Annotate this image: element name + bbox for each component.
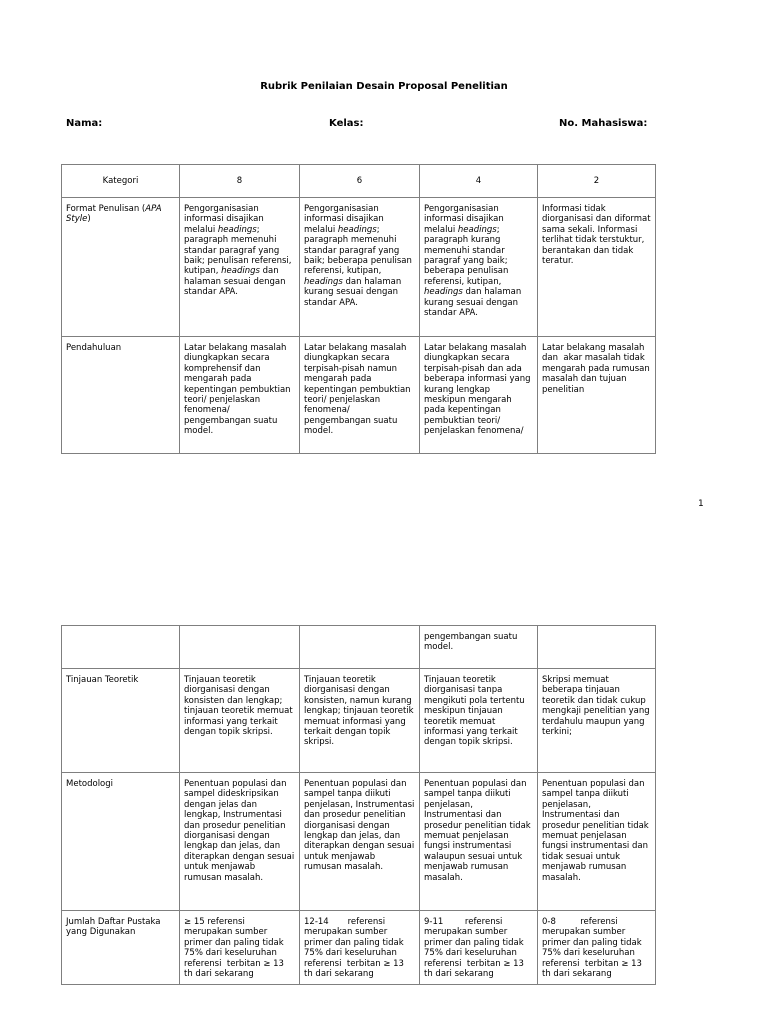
- criteria-cell-score-2: Latar belakang masalah dan akar masalah tidak mengarah pada rumusan masalah dan tujuan penelitian: [538, 337, 656, 454]
- criteria-cell-score-2: 0-8 referensi merupakan sumber primer dan paling tidak 75% dari keseluruhan referensi terbitan ≥ 13 th dari sekarang: [538, 911, 656, 985]
- category-cell: [62, 626, 180, 669]
- document-title: Rubrik Penilaian Desain Proposal Penelitian: [260, 81, 508, 92]
- criteria-cell-score-8: Tinjauan teoretik diorganisasi dengan konsisten dan lengkap; tinjauan teoretik memuat informasi yang terkait dengan topik skripsi.: [180, 669, 300, 773]
- rubric-row: [62, 198, 656, 337]
- header-score: 2: [538, 165, 656, 198]
- header-score: 4: [420, 165, 538, 198]
- rubric-row: [62, 669, 656, 773]
- category-cell: Tinjauan Teoretik: [62, 669, 180, 773]
- criteria-cell-score-8: ≥ 15 referensi merupakan sumber primer dan paling tidak 75% dari keseluruhan referensi terbitan ≥ 13 th dari sekarang: [180, 911, 300, 985]
- table-header-row: [62, 165, 656, 198]
- criteria-cell-score-6: 12-14 referensi merupakan sumber primer dan paling tidak 75% dari keseluruhan referensi terbitan ≥ 13 th dari sekarang: [300, 911, 420, 985]
- criteria-cell-score-6: Tinjauan teoretik diorganisasi dengan konsisten, namun kurang lengkap; tinjauan teoretik memuat informasi yang terkait dengan topik skripsi.: [300, 669, 420, 773]
- rubric-row: [62, 337, 656, 454]
- criteria-cell-score-4: 9-11 referensi merupakan sumber primer dan paling tidak 75% dari keseluruhan referensi terbitan ≥ 13 th dari sekarang: [420, 911, 538, 985]
- criteria-cell-score-8: Pengorganisasian informasi disajikan melalui headings; paragraph memenuhi standar paragraf yang baik; penulisan referensi, kutipan, headings dan halaman sesuai dengan standar APA.: [180, 198, 300, 337]
- criteria-cell-score-8: Penentuan populasi dan sampel dideskripsikan dengan jelas dan lengkap, Instrumentasi dan prosedur penelitian diorganisasi dengan lengkap dan jelas, dan diterapkan dengan sesuai untuk menjawab rumusan masalah.: [180, 773, 300, 911]
- criteria-cell-score-8: [180, 626, 300, 669]
- rubric-row: [62, 911, 656, 985]
- criteria-cell-score-6: Latar belakang masalah diungkapkan secara terpisah-pisah namun mengarah pada kepentingan pembuktian teori/ penjelaskan fenomena/ pengembangan suatu model.: [300, 337, 420, 454]
- rubric-table-page-2: [61, 625, 656, 985]
- criteria-cell-score-4: Latar belakang masalah diungkapkan secara terpisah-pisah dan ada beberapa informasi yang kurang lengkap meskipun mengarah pada kepentingan pembuktian teori/ penjelaskan fenomena/: [420, 337, 538, 454]
- header-score: 6: [300, 165, 420, 198]
- field-nama: Nama:: [66, 118, 103, 129]
- field-kelas: Kelas:: [329, 118, 364, 129]
- header-score: 8: [180, 165, 300, 198]
- rubric-row: [62, 773, 656, 911]
- criteria-cell-score-2: [538, 626, 656, 669]
- field-no-mahasiswa: No. Mahasiswa:: [559, 118, 648, 129]
- criteria-cell-score-6: Pengorganisasian informasi disajikan melalui headings; paragraph memenuhi standar paragraf yang baik; beberapa penulisan referensi, kutipan, headings dan halaman kurang sesuai dengan standar APA.: [300, 198, 420, 337]
- criteria-cell-score-2: Informasi tidak diorganisasi dan diformat sama sekali. Informasi terlihat tidak terstuktur, berantakan dan tidak teratur.: [538, 198, 656, 337]
- criteria-cell-score-6: [300, 626, 420, 669]
- criteria-cell-score-4: Pengorganisasian informasi disajikan melalui headings; paragraph kurang memenuhi standar paragraf yang baik; beberapa penulisan referensi, kutipan, headings dan halaman kurang sesuai dengan standar APA.: [420, 198, 538, 337]
- criteria-cell-score-2: Skripsi memuat beberapa tinjauan teoretik dan tidak cukup mengkaji penelitian yang terdahulu maupun yang terkini;: [538, 669, 656, 773]
- header-kategori: Kategori: [62, 165, 180, 198]
- criteria-cell-score-4: pengembangan suatu model.: [420, 626, 538, 669]
- rubric-row: [62, 626, 656, 669]
- category-cell: Metodologi: [62, 773, 180, 911]
- rubric-table-page-1: [61, 164, 656, 454]
- criteria-cell-score-2: Penentuan populasi dan sampel tanpa diikuti penjelasan, Instrumentasi dan prosedur penelitian tidak memuat penjelasan fungsi instrumentasi dan tidak sesuai untuk menjawab rumusan masalah.: [538, 773, 656, 911]
- category-cell: Jumlah Daftar Pustaka yang Digunakan: [62, 911, 180, 985]
- category-cell: Format Penulisan (APA Style): [62, 198, 180, 337]
- criteria-cell-score-4: Penentuan populasi dan sampel tanpa diikuti penjelasan, Instrumentasi dan prosedur penelitian tidak memuat penjelasan fungsi instrumentasi walaupun sesuai untuk menjawab rumusan masalah.: [420, 773, 538, 911]
- criteria-cell-score-8: Latar belakang masalah diungkapkan secara komprehensif dan mengarah pada kepentingan pembuktian teori/ penjelaskan fenomena/ pengembangan suatu model.: [180, 337, 300, 454]
- page-number: 1: [698, 499, 704, 509]
- category-cell: Pendahuluan: [62, 337, 180, 454]
- criteria-cell-score-6: Penentuan populasi dan sampel tanpa diikuti penjelasan, Instrumentasi dan prosedur penelitian diorganisasi dengan lengkap dan jelas, dan diterapkan dengan sesuai untuk menjawab rumusan masalah.: [300, 773, 420, 911]
- criteria-cell-score-4: Tinjauan teoretik diorganisasi tanpa mengikuti pola tertentu meskipun tinjauan teoretik memuat informasi yang terkait dengan topik skripsi.: [420, 669, 538, 773]
